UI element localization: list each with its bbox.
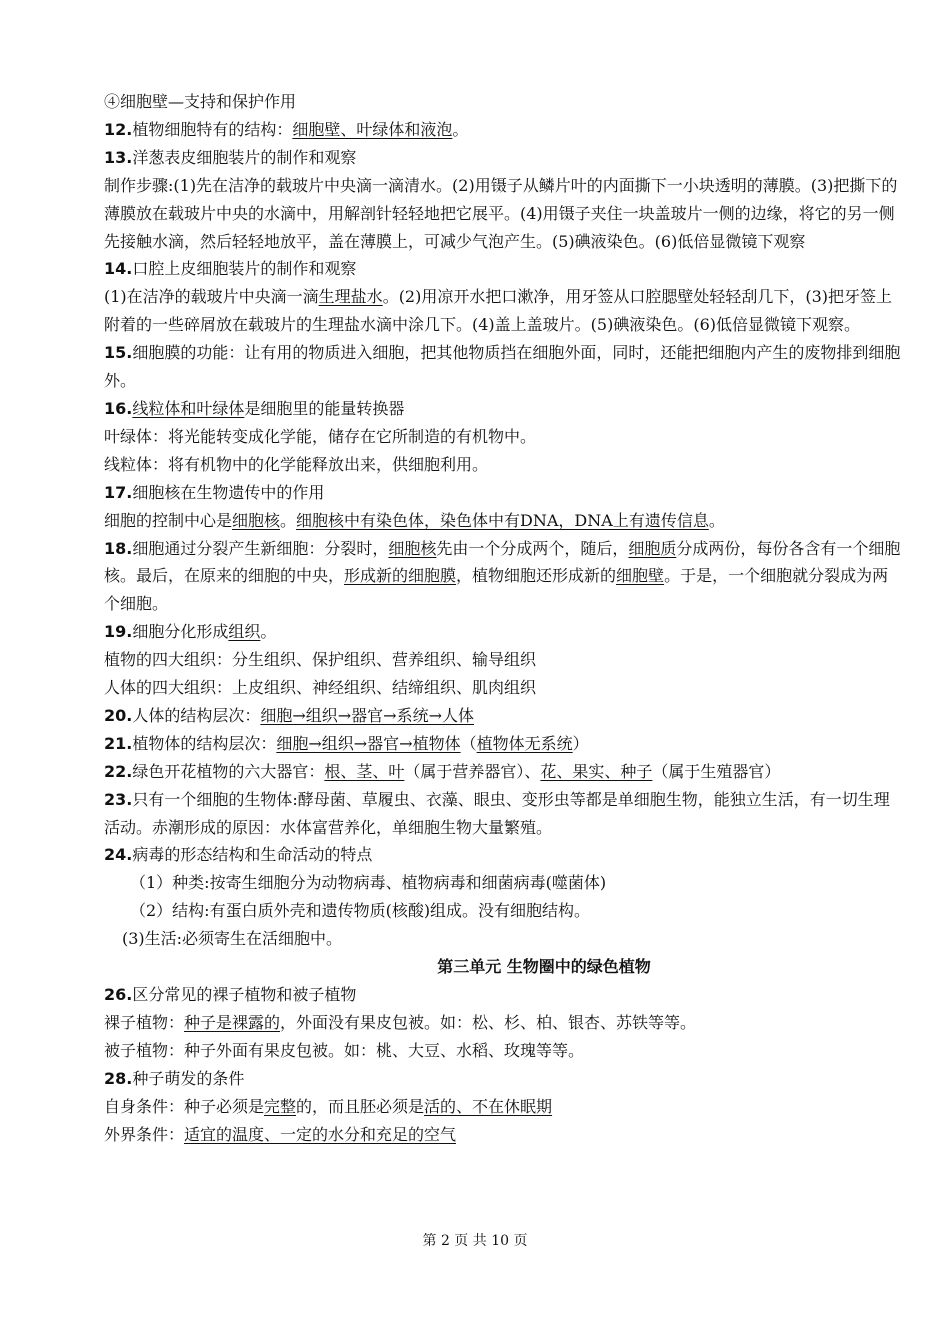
text-line [104, 1093, 904, 1121]
item-14 [104, 255, 904, 283]
text: 。 [280, 510, 297, 530]
text: 叶绿体：将光能转变成化学能，储存在它所制造的有机物中。 [104, 426, 537, 446]
item-21 [104, 730, 904, 758]
text: 人体的结构层次： [132, 705, 261, 725]
text: 细胞膜的功能：让有用的物质进入细胞，把其他物质挡在细胞外面，同时，还能把细胞内产生的废物排到细胞外。 [104, 343, 901, 391]
item-17 [104, 479, 904, 507]
item-number: 13. [104, 147, 133, 167]
text: ，植物细胞还形成新的 [456, 566, 617, 586]
item-number: 23. [104, 789, 133, 809]
text: 洋葱表皮细胞装片的制作和观察 [132, 147, 357, 167]
text-line [104, 423, 904, 451]
underlined-text: 完整 [264, 1096, 297, 1116]
underlined-text: 线粒体和叶绿体 [132, 398, 245, 418]
text-line [104, 1009, 904, 1037]
text: 细胞通过分裂产生新细胞：分裂时， [132, 538, 389, 558]
item-19 [104, 618, 904, 646]
text: 。(2)用凉开水把口漱净，用牙签从口腔腮壁处轻轻刮几下，(3)把牙签上附着的一些碎屑放在载玻片的生理盐水滴中涂几下。(4)盖上盖玻片。(5)碘液染色。(6)低倍显微镜下观察。 [104, 287, 893, 335]
text: 是细胞里的能量转换器 [244, 398, 405, 418]
underlined-text: 适宜的温度、一定的水分和充足的空气 [184, 1124, 457, 1144]
item-23 [104, 786, 904, 842]
text: 人体的四大组织：上皮组织、神经组织、结缔组织、肌肉组织 [104, 678, 537, 698]
page-footer: 第 2 页 共 10 页 [422, 1233, 528, 1249]
item-number: 17. [104, 482, 133, 502]
text: 。 [260, 622, 277, 642]
item-24 [104, 841, 904, 869]
text: 外界条件： [104, 1124, 185, 1144]
text: 分成两份，每份各含有一个细胞核。最后，在原来的细胞的中央， [104, 538, 901, 586]
text-line [104, 925, 904, 953]
item-number: 14. [104, 259, 133, 279]
underlined-text: 细胞→组织→器官→系统→人体 [260, 705, 474, 725]
text-line [104, 869, 904, 897]
text: ） [572, 733, 589, 753]
underlined-text: 细胞→组织→器官→植物体 [276, 733, 461, 753]
item-12 [104, 116, 904, 144]
text-line [104, 897, 904, 925]
item-13 [104, 144, 904, 172]
text: （1）种类:按寄生细胞分为动物病毒、植物病毒和细菌病毒(噬菌体) [130, 873, 607, 893]
underlined-text: 细胞核 [232, 510, 281, 530]
text-line [104, 451, 904, 479]
text: 区分常见的裸子植物和被子植物 [132, 985, 357, 1005]
item-18 [104, 535, 904, 619]
item-number: 20. [104, 705, 133, 725]
section-heading: 第三单元 生物圈中的绿色植物 [437, 957, 651, 977]
item-number: 19. [104, 622, 133, 642]
item-number: 15. [104, 343, 133, 363]
item-number: 16. [104, 398, 133, 418]
text: 口腔上皮细胞装片的制作和观察 [132, 259, 357, 279]
item-26 [104, 981, 904, 1009]
underlined-text: 细胞壁、叶绿体和液泡 [292, 119, 453, 139]
text: 裸子植物： [104, 1013, 185, 1032]
item-16 [104, 395, 904, 423]
text: ④细胞壁—支持和保护作用 [104, 92, 297, 111]
underlined-text: 植物体无系统 [476, 733, 573, 753]
text: （ [460, 733, 477, 753]
text-line [104, 674, 904, 702]
item-number: 18. [104, 538, 133, 558]
text-line [104, 507, 904, 535]
text: 植物体的结构层次： [132, 733, 277, 753]
text: 绿色开花植物的六大器官： [132, 761, 325, 781]
text: 制作步骤:(1)先在洁净的载玻片中央滴一滴清水。(2)用镊子从鳞片叶的内面撕下一小块透明的薄膜。(3)把撕下的薄膜放在载玻片中央的水滴中，用解剖针轻轻地把它展平。(4)用镊子夹住一块盖玻片一侧的边缘，将它的另一侧先接触水滴，然后轻轻地放平，盖在薄膜上，可减少气泡产生。(5)碘液染色。(6)低倍显微镜下观察 [104, 175, 898, 251]
document-body [104, 88, 904, 1149]
text: 植物的四大组织：分生组织、保护组织、营养组织、输导组织 [104, 650, 537, 670]
text: （属于营养器官）、 [404, 761, 541, 781]
text: 。于是，一个细胞就分裂成为两个细胞。 [104, 566, 889, 614]
text: 先由一个分成两个，随后， [436, 538, 629, 558]
paragraph [104, 283, 904, 339]
text: （2）结构:有蛋白质外壳和遗传物质(核酸)组成。没有细胞结构。 [130, 901, 591, 921]
item-number: 21. [104, 733, 133, 753]
item-number: 24. [104, 845, 133, 865]
item-number: 26. [104, 985, 133, 1005]
text-line [104, 1037, 904, 1065]
text: 自身条件：种子必须是 [104, 1096, 265, 1116]
text: 。 [708, 510, 725, 530]
text: 细胞的控制中心是 [104, 510, 233, 530]
text: (1)在洁净的载玻片中央滴一滴 [104, 287, 319, 307]
text: 。 [452, 119, 469, 139]
underlined-text: 组织 [228, 622, 261, 642]
underlined-text: 细胞质 [628, 538, 677, 558]
text: 种子萌发的条件 [132, 1068, 245, 1088]
text: ，外面没有果皮包被。如：松、杉、柏、银杏、苏铁等等。 [280, 1013, 697, 1032]
underlined-text: 形成新的细胞膜 [344, 566, 457, 586]
item-20 [104, 702, 904, 730]
text-line [104, 646, 904, 674]
underlined-text: 细胞壁 [616, 566, 665, 586]
text-line [104, 1121, 904, 1149]
text: 只有一个细胞的生物体:酵母菌、草履虫、衣藻、眼虫、变形虫等都是单细胞生物，能独立生活，有一切生理活动。赤潮形成的原因：水体富营养化，单细胞生物大量繁殖。 [104, 789, 890, 837]
item-number: 22. [104, 761, 133, 781]
text: 植物细胞特有的结构： [132, 119, 293, 139]
underlined-text: 根、茎、叶 [324, 761, 405, 781]
underlined-text: 活的、不在休眠期 [424, 1096, 553, 1116]
text: (3)生活:必须寄生在活细胞中。 [122, 929, 343, 949]
text: 病毒的形态结构和生命活动的特点 [132, 845, 373, 865]
underlined-text: 细胞核中有染色体，染色体中有DNA，DNA上有遗传信息 [296, 510, 709, 530]
text: 线粒体：将有机物中的化学能释放出来，供细胞利用。 [104, 454, 489, 474]
underlined-text: 种子是裸露的 [184, 1013, 281, 1032]
text: 细胞核在生物遗传中的作用 [132, 482, 325, 502]
item-28 [104, 1065, 904, 1093]
text-line [104, 88, 904, 116]
item-number: 12. [104, 119, 133, 139]
item-22 [104, 758, 904, 786]
underlined-text: 花、果实、种子 [540, 761, 653, 781]
text: 细胞分化形成 [132, 622, 229, 642]
text: 被子植物：种子外面有果皮包被。如：桃、大豆、水稻、玫瑰等等。 [104, 1040, 585, 1060]
paragraph [104, 172, 904, 256]
underlined-text: 细胞核 [388, 538, 437, 558]
text: 的，而且胚必须是 [296, 1096, 425, 1116]
item-number: 28. [104, 1068, 133, 1088]
text: （属于生殖器官） [652, 761, 781, 781]
item-15 [104, 339, 904, 395]
underlined-text: 生理盐水 [318, 287, 383, 307]
